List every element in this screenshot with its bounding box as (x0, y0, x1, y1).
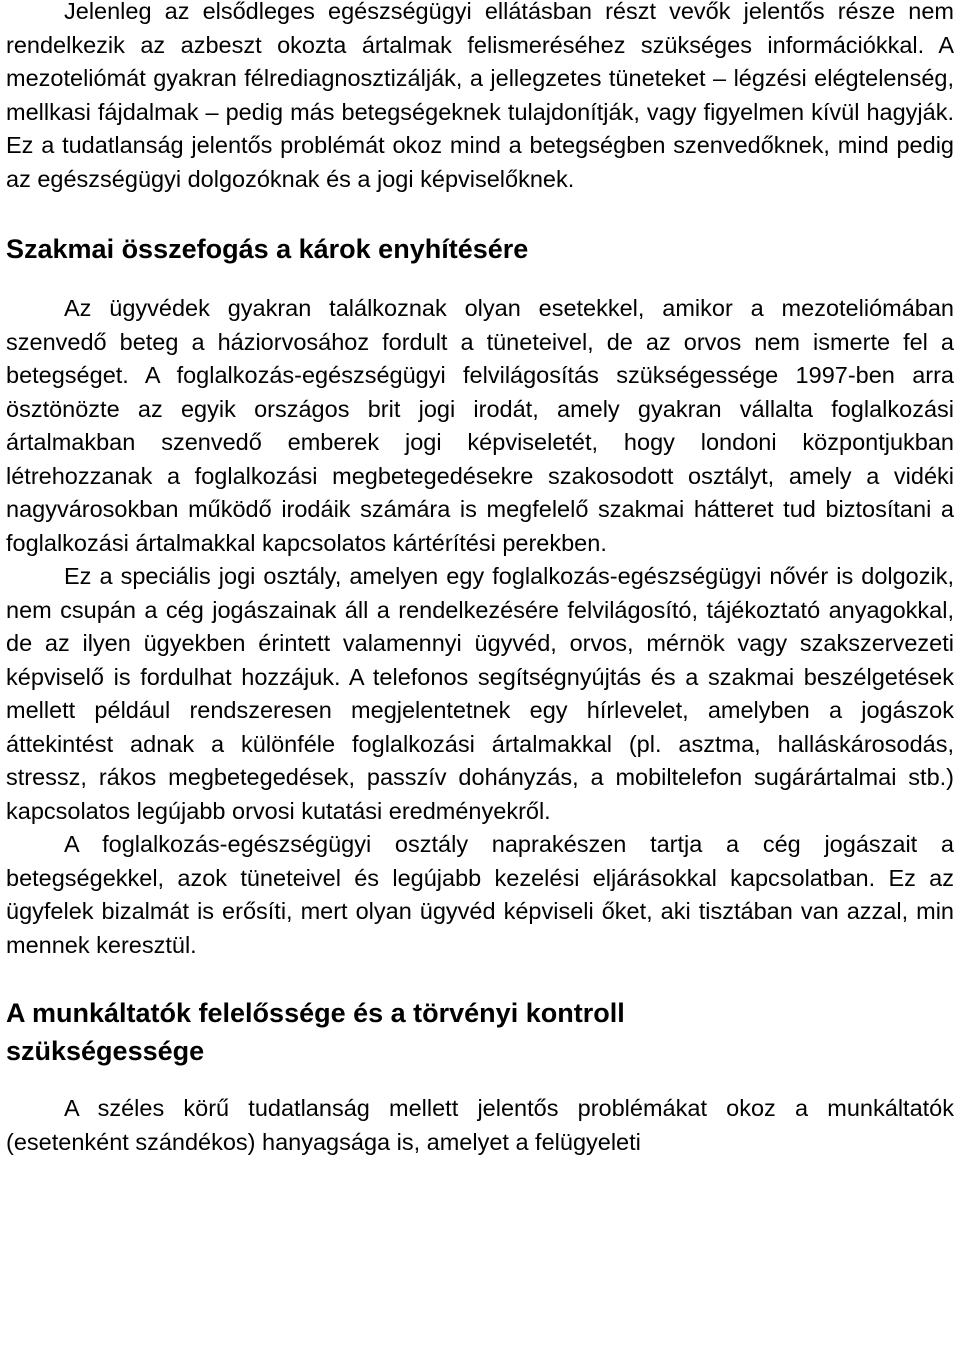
section1-paragraph-3: A foglalkozás-egészségügyi osztály naprakészen tartja a cég jogászait a betegségekkel, azok tüneteivel és legújabb kezelési eljárásokkal kapcsolatban. Ez az ügyfelek bizalmát is erősíti, mert olyan ügyvéd képviseli őket, aki tisztában van azzal, min mennek keresztül. (6, 831, 954, 958)
section-heading-munkaltatok-felelossege: A munkáltatók felelőssége és a törvényi kontroll szükségessége (6, 998, 625, 1066)
section-heading-szakmai-osszefogas: Szakmai összefogás a károk enyhítésére (6, 234, 529, 264)
section1-paragraph-1: Az ügyvédek gyakran találkoznak olyan esetekkel, amikor a mezoteliómában szenvedő beteg a háziorvosához fordult a tüneteivel, de az orvos nem ismerte fel a betegséget. A foglalkozás-egészségügyi felvilágosítás szükségessége 1997-ben arra ösztönözte az egyik országos brit jogi irodát, amely gyakran vállalta foglalkozási ártalmakban szenvedő emberek jogi képviseletét, hogy londoni központjukban létrehozzanak a foglalkozási megbetegedésekre szakosodott osztályt, amely a vidéki nagyvárosokban működő irodáik számára is megfelelő szakmai hátteret tud biztosítani a foglalkozási ártalmakkal kapcsolatos kártérítési perekben. (6, 295, 954, 556)
document-page (6, 0, 954, 1159)
section1-paragraph-2: Ez a speciális jogi osztály, amelyen egy foglalkozás-egészségügyi nővér is dolgozik, nem csupán a cég jogászainak áll a rendelkezésére felvilágosító, tájékoztató anyagokkal, de az ilyen ügyekben érintett valamennyi ügyvéd, orvos, mérnök vagy szakszervezeti képviselő is fordulhat hozzájuk. A telefonos segítségnyújtás és a szakmai beszélgetések mellett például rendszeresen megjelentetnek egy hírlevelet, amelyben a jogászok áttekintést adnak a különféle foglalkozási ártalmakkal (pl. asztma, halláskárosodás, stressz, rákos megbetegedések, passzív dohányzás, a mobiltelefon sugárártalmai stb.) kapcsolatos legújabb orvosi kutatási eredményekről. (6, 563, 954, 824)
section2-paragraph-1: A széles körű tudatlanság mellett jelentős problémákat okoz a munkáltatók (esetenként szándékos) hanyagsága is, amelyet a felügyeleti (6, 1095, 954, 1155)
intro-paragraph: Jelenleg az elsődleges egészségügyi ellátásban részt vevők jelentős része nem rendelkezik az azbeszt okozta ártalmak felismeréséhez szükséges információkkal. A mezoteliómát gyakran félrediagnosztizálják, a jellegzetes tüneteket – légzési elégtelenség, mellkasi fájdalmak – pedig más betegségeknek tulajdonítják, vagy figyelmen kívül hagyják. Ez a tudatlanság jelentős problémát okoz mind a betegségben szenvedőknek, mind pedig az egészségügyi dolgozóknak és a jogi képviselőknek. (6, 0, 954, 192)
